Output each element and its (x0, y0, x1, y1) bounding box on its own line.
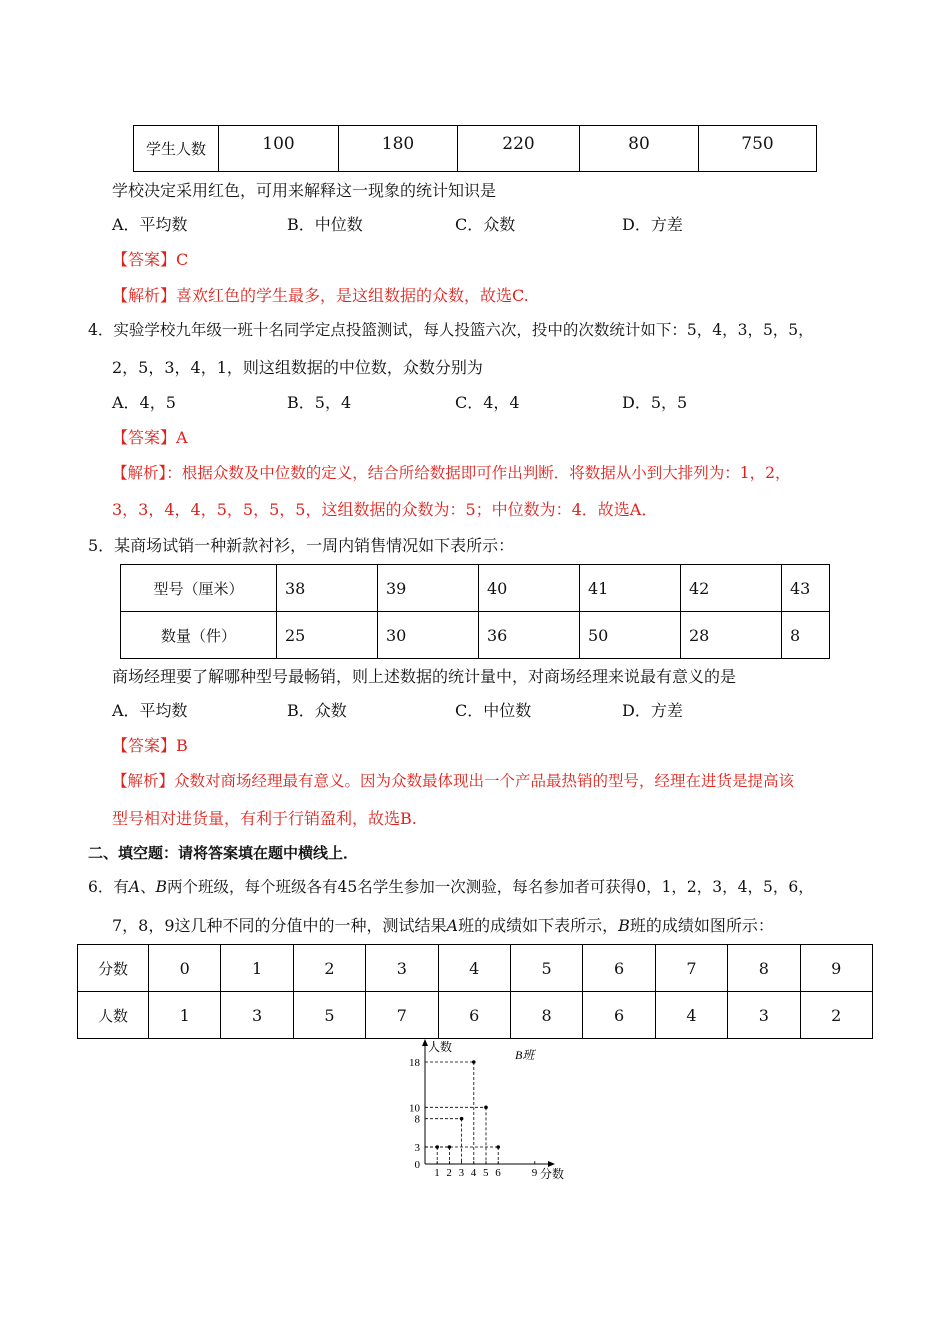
x-tick-label: 4 (470, 1167, 477, 1179)
data-point (460, 1117, 464, 1121)
x-tick-label: 6 (495, 1167, 501, 1179)
q6-cell: 6 (438, 992, 510, 1039)
q6-cell: 0 (149, 945, 221, 992)
y-tick-label: 18 (409, 1057, 420, 1069)
q5-option-c: C．中位数 (455, 701, 532, 720)
q6-cell: 6 (583, 945, 655, 992)
q3-option-a: A．平均数 (112, 215, 188, 234)
q6-cell: 3 (221, 992, 293, 1039)
q5-cell: 30 (378, 612, 479, 659)
q6-cell: 7 (366, 992, 438, 1039)
q5-header-cell: 型号（厘米） (121, 565, 277, 612)
q5-analysis-line1: 【解析】众数对商场经理最有意义。因为众数最体现出一个产品最热销的型号，经理在进货是提高该 (112, 772, 795, 790)
y-tick-label: 10 (409, 1102, 420, 1115)
q4-stem-line2: 2，5，3，4，1，则这组数据的中位数，众数分别为 (112, 358, 483, 377)
q5-stem-line1: 5．某商场试销一种新款衬衫，一周内销售情况如下表所示： (88, 536, 515, 555)
section-heading: 二、填空题：请将答案填在题中横线上． (88, 844, 359, 862)
q6-cell: 2 (293, 945, 365, 992)
q5-cell: 40 (479, 565, 580, 612)
q5-header-cell: 数量（件） (121, 612, 277, 659)
q5-answer: 【答案】B (112, 736, 188, 755)
q6-table (77, 944, 873, 1039)
q4-stem-line1: 4．实验学校九年级一班十名同学定点投篮测试，每人投篮六次，投中的次数统计如下：5，4，3，5，5， (88, 321, 814, 339)
q6-header-cell: 分数 (78, 945, 149, 992)
q5-cell: 8 (782, 612, 830, 659)
q5-cell: 41 (580, 565, 681, 612)
q6-text: 、 (140, 878, 156, 896)
q5-table (120, 564, 830, 659)
q5-cell: 36 (479, 612, 580, 659)
chart-title: B班 (515, 1048, 535, 1062)
data-point (496, 1145, 500, 1149)
q6-cell: 7 (655, 945, 727, 992)
q5-cell: 25 (277, 612, 378, 659)
x-tick-label: 5 (483, 1167, 489, 1179)
q6-text: 6．有 (88, 878, 129, 896)
q6-class-b: B (155, 878, 167, 896)
q6-class-a: A (446, 916, 459, 935)
q4-analysis-line1: 【解析】：根据众数及中位数的定义，结合所给数据即可作出判断．将数据从小到大排列为：1，2， (112, 464, 791, 482)
q5-option-b: B．众数 (287, 701, 347, 720)
x-tick-label: 1 (434, 1167, 440, 1179)
q4-option-c: C．4，4 (455, 393, 520, 412)
q6-cell: 8 (728, 945, 800, 992)
q5-cell: 39 (378, 565, 479, 612)
q6-cell: 1 (149, 992, 221, 1039)
data-point (448, 1145, 452, 1149)
data-point (435, 1145, 439, 1149)
x-tick-label: 9 (531, 1167, 538, 1179)
q6-class-b: B (618, 916, 630, 935)
x-axis-label: 分数 (540, 1167, 565, 1181)
q3-option-b: B．中位数 (287, 215, 363, 234)
q6-text: 7，8，9这几种不同的分值中的一种，测试结果 (112, 916, 447, 935)
q4-option-d: D．5，5 (622, 393, 688, 412)
q3-answer: 【答案】C (112, 250, 189, 269)
q3-stem: 学校决定采用红色，可用来解释这一现象的统计知识是 (112, 181, 497, 200)
q3-analysis: 【解析】喜欢红色的学生最多，是这组数据的众数，故选C. (112, 286, 529, 305)
q3-table-cell: 750 (699, 126, 817, 172)
q3-table-cell: 100 (219, 126, 339, 172)
q6-text: 班的成绩如图所示： (629, 916, 774, 935)
q6-cell: 4 (655, 992, 727, 1039)
q5-option-d: D．方差 (622, 701, 683, 720)
y-axis-label: 人数 (428, 1040, 453, 1054)
x-tick-label: 2 (446, 1167, 452, 1179)
q6-stem-line1 (88, 875, 814, 897)
q3-option-d: D．方差 (622, 215, 683, 234)
q6-cell: 1 (221, 945, 293, 992)
q5-cell: 43 (782, 565, 830, 612)
q5-cell: 38 (277, 565, 378, 612)
q4-answer: 【答案】A (112, 428, 188, 447)
q5-cell: 42 (681, 565, 782, 612)
x-tick-label: 3 (458, 1167, 465, 1179)
q3-table-cell: 180 (339, 126, 458, 172)
q6-cell: 6 (583, 992, 655, 1039)
q5-stem-line2: 商场经理要了解哪种型号最畅销，则上述数据的统计量中，对商场经理来说最有意义的是 (112, 667, 737, 686)
data-point (472, 1060, 476, 1064)
q3-option-c: C．众数 (455, 215, 516, 234)
q6-cell: 4 (438, 945, 510, 992)
q6-header-cell: 人数 (78, 992, 149, 1039)
q6-cell: 2 (800, 992, 872, 1039)
q4-option-a: A．4，5 (112, 393, 176, 412)
q4-option-b: B．5，4 (287, 393, 352, 412)
y-tick-label: 3 (414, 1142, 420, 1154)
y-tick-label: 8 (414, 1113, 420, 1126)
q5-cell: 50 (580, 612, 681, 659)
q6-cell: 3 (728, 992, 800, 1039)
q6-cell: 3 (366, 945, 438, 992)
q5-option-a: A．平均数 (112, 701, 188, 720)
q6-cell: 8 (510, 992, 582, 1039)
q6-class-a: A (128, 878, 141, 896)
q6-cell: 9 (800, 945, 872, 992)
q5-cell: 28 (681, 612, 782, 659)
q5-analysis-line2: 型号相对进货量，有利于行销盈利，故选B. (112, 809, 417, 828)
q3-table-cell: 220 (458, 126, 580, 172)
q6-text: 班的成绩如下表所示， (458, 916, 619, 935)
q3-table-label: 学生人数 (134, 126, 219, 172)
q4-analysis-line2: 3，3，4，4，5，5，5，5，这组数据的众数为：5；中位数为：4．故选A． (112, 500, 658, 519)
q6-cell: 5 (293, 992, 365, 1039)
data-point (484, 1106, 488, 1110)
q3-table (133, 125, 817, 172)
b-class-chart (395, 1036, 580, 1184)
y-tick-label: 0 (414, 1159, 420, 1171)
q6-cell: 5 (510, 945, 582, 992)
q6-stem-line2 (112, 913, 774, 936)
q3-table-cell: 80 (580, 126, 699, 172)
q6-text: 两个班级，每个班级各有45名学生参加一次测验，每名参加者可获得0，1，2，3，4，5，6， (166, 878, 814, 896)
